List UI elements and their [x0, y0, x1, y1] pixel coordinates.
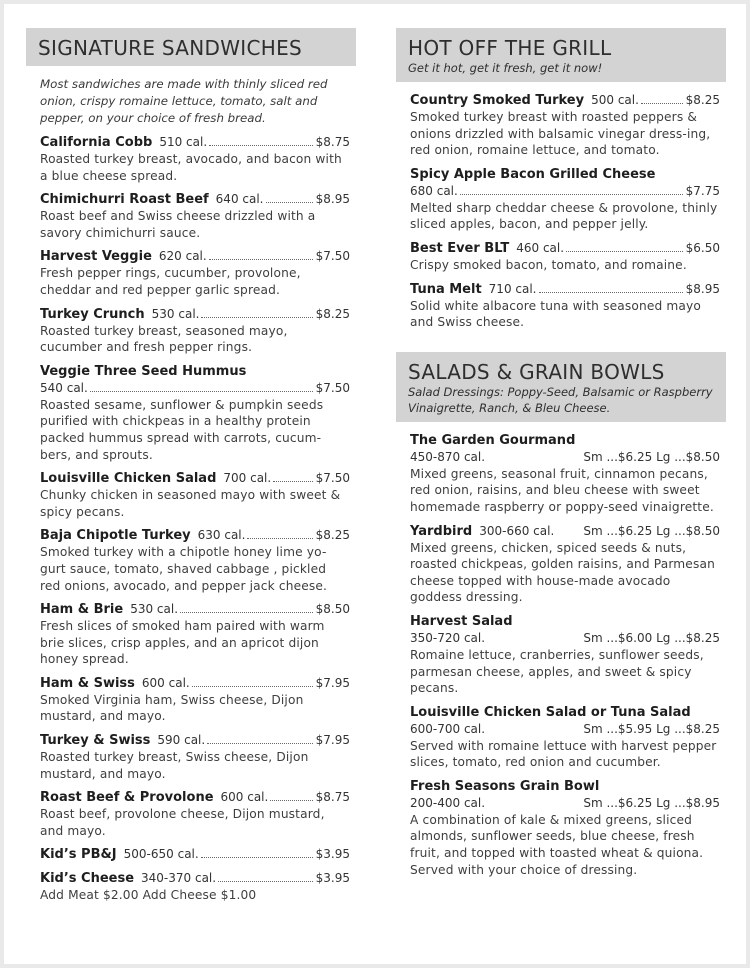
item-price: $8.75: [315, 790, 350, 805]
item-calories: 200-400 cal.: [410, 795, 486, 810]
menu-item: [40, 363, 350, 463]
dot-leader: [180, 612, 313, 613]
item-name: Harvest Veggie: [40, 249, 152, 265]
salad-items: [396, 432, 726, 879]
item-calories: 620 cal.: [158, 249, 207, 264]
item-price: $7.75: [685, 183, 720, 198]
grill-header: [396, 28, 726, 82]
item-calories: 350-720 cal.: [410, 630, 486, 645]
item-calories: 710 cal.: [488, 281, 537, 296]
dot-leader: [192, 686, 313, 687]
item-description: Melted sharp cheddar cheese & provolone, thinly sliced apples, bacon, and pepper jelly.: [410, 200, 718, 232]
menu-item: [410, 704, 720, 771]
item-calories: 460 cal.: [516, 240, 565, 255]
item-sizes: Sm ...$6.25 Lg ...$8.50: [583, 449, 720, 464]
dot-leader: [566, 251, 683, 252]
item-description: Mixed greens, seasonal fruit, cinnamon pecans, red onion, raisins, and bleu cheese with sweet homemade raspberry or poppy-seed vinaigrette.: [410, 466, 714, 514]
item-calories: 530 cal.: [130, 602, 179, 617]
item-name: Turkey Crunch: [40, 306, 145, 322]
menu-item: [410, 432, 720, 516]
menu-item: [410, 92, 720, 159]
item-name: Yardbird: [410, 523, 473, 539]
menu-item: [40, 675, 350, 725]
item-sizes: Sm ...$6.25 Lg ...$8.95: [583, 795, 720, 810]
item-price: $8.25: [315, 528, 350, 543]
section-subtitle: Salad Dressings: Poppy-Seed, Balsamic or Raspberry Vinaigrette, Ranch, & Bleu Cheese.: [408, 384, 713, 415]
item-sizes: Sm ...$6.00 Lg ...$8.25: [583, 630, 720, 645]
item-calories: 500 cal.: [591, 93, 639, 107]
dot-leader: [209, 259, 313, 260]
menu-item: [40, 601, 350, 668]
item-price: $8.95: [685, 281, 720, 296]
item-calories: 590 cal.: [157, 733, 206, 748]
grill-items: [396, 92, 726, 331]
left-column: [26, 28, 356, 911]
menu-item: [40, 527, 350, 594]
item-price: $8.25: [685, 93, 720, 107]
item-calories: 630 cal.: [197, 528, 246, 543]
item-name: Best Ever BLT: [410, 240, 510, 256]
menu-page: [4, 4, 746, 964]
item-name: California Cobb: [40, 135, 153, 150]
menu-item: [40, 732, 350, 782]
item-name: Ham & Brie: [40, 602, 124, 618]
item-price: $6.50: [685, 240, 720, 255]
item-description: Roasted sesame, sunflower & pumpkin seeds purified with chickpeas in a healthy protein packed hummus spread with carrots, cucum-bers, and sprouts.: [40, 397, 324, 462]
menu-item: [40, 248, 350, 298]
item-calories: 600 cal.: [141, 675, 190, 690]
menu-item: [40, 470, 350, 520]
item-name: The Garden Gourmand: [410, 432, 576, 448]
item-calories: 540 cal.: [40, 380, 88, 395]
item-description: Crispy smoked bacon, tomato, and romaine.: [410, 257, 687, 272]
item-price: $7.95: [315, 675, 350, 690]
item-description: Mixed greens, chicken, spiced seeds & nuts, roasted chickpeas, golden raisins, and Parmesan cheese topped with house-made avocado goddess dressing.: [410, 540, 715, 605]
item-name: Turkey & Swiss: [40, 733, 151, 749]
dot-leader: [270, 800, 312, 801]
item-description: Roasted turkey breast, avocado, and bacon with a blue cheese spread.: [40, 152, 342, 183]
item-calories: 600 cal.: [220, 790, 269, 805]
item-description: Roasted turkey breast, Swiss cheese, Dijon mustard, and mayo.: [40, 750, 309, 781]
item-name: Country Smoked Turkey: [410, 93, 585, 108]
item-price: $3.95: [315, 871, 350, 886]
right-column: [396, 28, 726, 885]
dot-leader: [247, 538, 312, 539]
menu-item: [410, 166, 720, 233]
item-calories: 510 cal.: [159, 135, 208, 149]
item-calories: 640 cal.: [215, 192, 264, 207]
signature-header: [26, 28, 356, 66]
dot-leader: [539, 292, 683, 293]
item-description: Roast beef, provolone cheese, Dijon mustard, and mayo.: [40, 807, 325, 838]
item-sizes: Sm ...$6.25 Lg ...$8.50: [583, 523, 720, 538]
dot-leader: [201, 317, 312, 318]
item-description: Solid white albacore tuna with seasoned mayo and Swiss cheese.: [410, 298, 702, 330]
dot-leader: [207, 743, 312, 744]
dot-leader: [266, 202, 313, 203]
menu-item: [40, 846, 350, 863]
section-subtitle: Get it hot, get it fresh, get it now!: [408, 61, 603, 75]
item-description: Smoked turkey breast with roasted peppers & onions drizzled with balsamic vinegar dress-ing, red onion, romaine lettuce, and tomato.: [410, 110, 711, 158]
item-description: Roast beef and Swiss cheese drizzled with a savory chimichurri sauce.: [40, 209, 316, 240]
menu-item: [410, 778, 720, 878]
item-calories: 500-650 cal.: [123, 847, 199, 862]
item-calories: 680 cal.: [410, 183, 458, 198]
menu-item: [40, 306, 350, 356]
item-description: Smoked turkey with a chipotle honey lime yo-gurt sauce, tomato, shaved cabbage , pickled red onions, avocado, and pepper jack cheese.: [40, 545, 328, 593]
item-name: Roast Beef & Provolone: [40, 790, 214, 806]
dot-leader: [201, 857, 313, 858]
item-name: Tuna Melt: [410, 281, 482, 297]
item-price: $7.50: [315, 249, 350, 264]
item-price: $7.95: [315, 733, 350, 748]
item-name: Louisville Chicken Salad or Tuna Salad: [410, 704, 691, 720]
salads-header: [396, 352, 726, 422]
dot-leader: [218, 881, 313, 882]
addons-note: Add Meat $2.00 Add Cheese $1.00: [40, 888, 257, 903]
menu-item: [410, 613, 720, 697]
menu-item: [410, 523, 720, 606]
item-calories: 300-660 cal.: [479, 523, 555, 538]
item-description: A combination of kale & mixed greens, sliced almonds, sunflower seeds, blue cheese, fresh fruit, and topped with toasted wheat & quiona. Served with your choice of dressing.: [410, 812, 704, 877]
item-name: Fresh Seasons Grain Bowl: [410, 778, 600, 794]
item-description: Served with romaine lettuce with harvest pepper slices, tomato, red onion and cucumber.: [410, 738, 717, 770]
dot-leader: [460, 194, 683, 195]
item-description: Roasted turkey breast, seasoned mayo, cucumber and fresh pepper rings.: [40, 323, 288, 355]
signature-items: [26, 134, 356, 904]
item-name: Spicy Apple Bacon Grilled Cheese: [410, 166, 656, 182]
dot-leader: [209, 145, 312, 146]
item-name: Harvest Salad: [410, 613, 513, 629]
item-name: Ham & Swiss: [40, 675, 135, 691]
item-price: $7.50: [315, 380, 350, 395]
item-name: Louisville Chicken Salad: [40, 471, 217, 487]
item-price: $8.25: [315, 306, 350, 321]
item-price: $3.95: [315, 847, 350, 862]
section-title: SIGNATURE SANDWICHES: [38, 36, 303, 60]
menu-item: [40, 191, 350, 241]
item-name: Kid’s PB&J: [40, 847, 117, 863]
item-description: Fresh pepper rings, cucumber, provolone, cheddar and red pepper garlic spread.: [40, 266, 301, 297]
item-name: Chimichurri Roast Beef: [40, 192, 209, 208]
item-description: Fresh slices of smoked ham paired with warm brie slices, crisp apples, and an apricot dijon honey spread.: [40, 619, 325, 667]
item-calories: 530 cal.: [151, 306, 200, 321]
item-calories: 700 cal.: [223, 471, 272, 486]
item-description: Chunky chicken in seasoned mayo with sweet & spicy pecans.: [40, 488, 341, 519]
item-calories: 600-700 cal.: [410, 721, 486, 736]
item-calories: 340-370 cal.: [141, 871, 217, 886]
item-price: $8.75: [315, 135, 350, 149]
section-title: SALADS & GRAIN BOWLS: [408, 359, 665, 384]
menu-item: [40, 870, 350, 904]
dot-leader: [273, 481, 312, 482]
section-title: HOT OFF THE GRILL: [408, 36, 612, 60]
item-sizes: Sm ...$5.95 Lg ...$8.25: [583, 721, 720, 736]
item-name: Baja Chipotle Turkey: [40, 528, 191, 544]
menu-item: [40, 789, 350, 839]
item-description: Romaine lettuce, cranberries, sunflower seeds, parmesan cheese, apples, and sweet & spicy pecans.: [410, 647, 704, 696]
menu-item: [40, 134, 350, 184]
item-name: Kid’s Cheese: [40, 871, 135, 887]
item-name: Veggie Three Seed Hummus: [40, 363, 247, 379]
menu-item: [410, 281, 720, 331]
dot-leader: [90, 391, 313, 392]
section-intro: Most sandwiches are made with thinly sliced red onion, crispy romaine lettuce, tomato, salt and pepper, on your choice of fresh bread.: [40, 77, 328, 125]
menu-item: [410, 240, 720, 274]
dot-leader: [641, 103, 683, 104]
item-price: $8.50: [315, 602, 350, 617]
item-calories: 450-870 cal.: [410, 449, 486, 464]
item-price: $8.95: [315, 192, 350, 207]
item-price: $7.50: [315, 471, 350, 486]
item-description: Smoked Virginia ham, Swiss cheese, Dijon mustard, and mayo.: [40, 692, 304, 724]
